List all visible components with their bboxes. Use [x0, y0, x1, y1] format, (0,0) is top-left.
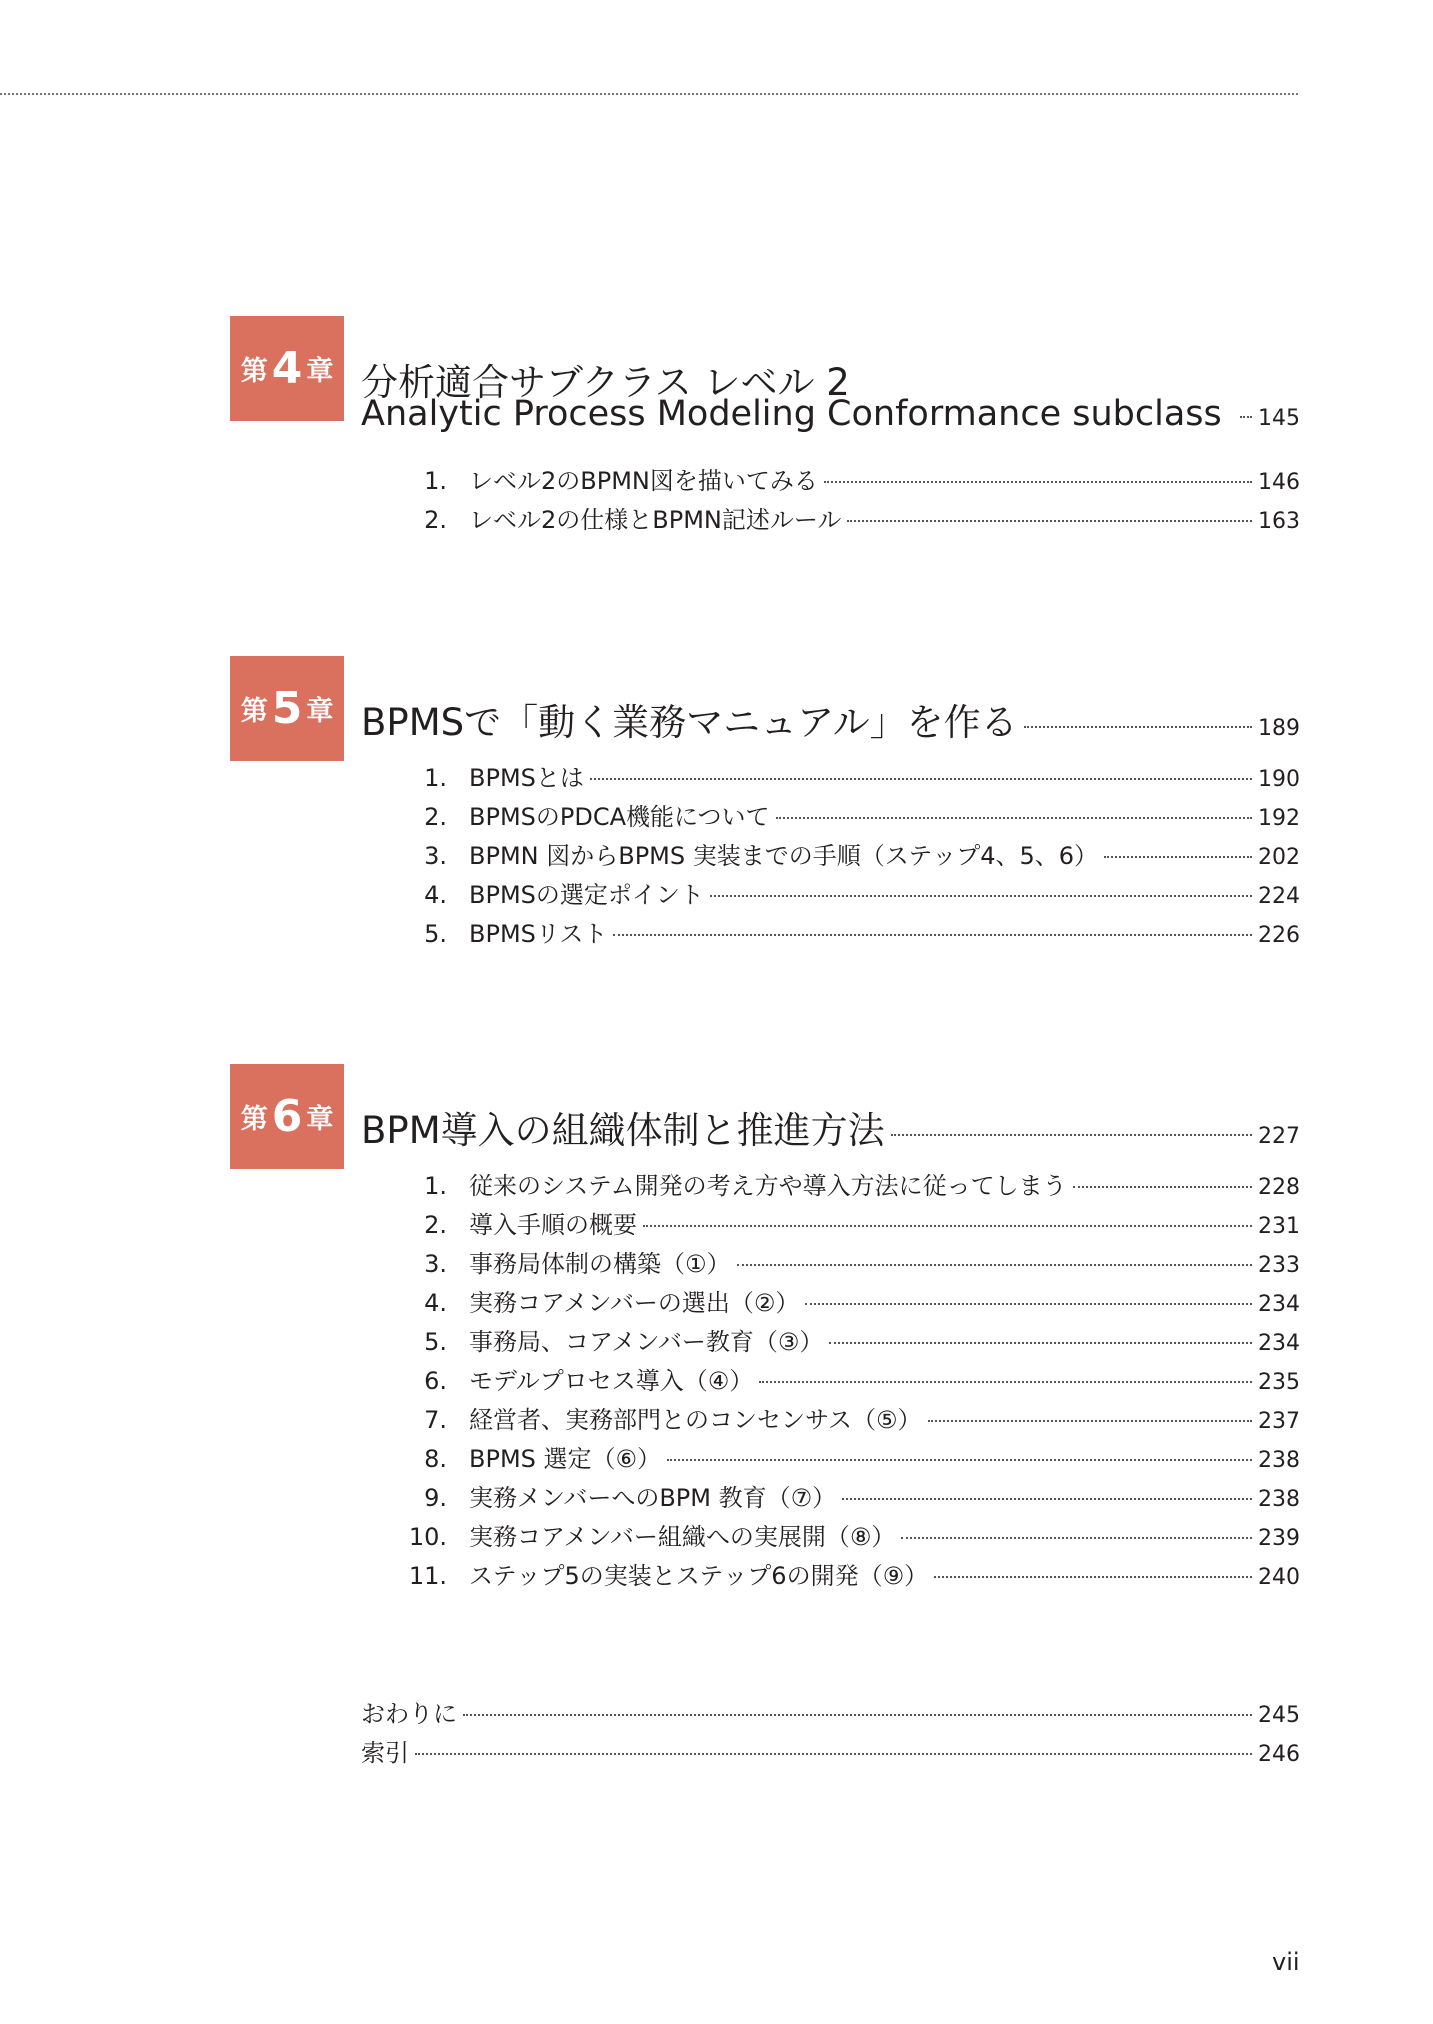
dot-leader — [829, 1342, 1252, 1344]
toc-entry[interactable] — [387, 500, 1300, 535]
dot-leader — [737, 1264, 1252, 1266]
toc-entry[interactable] — [387, 1166, 1300, 1201]
entry-label: 従来のシステム開発の考え方や導入方法に従ってしまう — [469, 1172, 1067, 1200]
page-number: 146 — [1258, 470, 1300, 495]
entry-index: 11. — [408, 1562, 447, 1590]
chapter-badge — [230, 656, 344, 761]
entry-label: 導入手順の概要 — [469, 1211, 637, 1239]
entry-index: 1. — [424, 764, 447, 792]
chapter-6 — [230, 1064, 1300, 1174]
page-number: 245 — [1258, 1703, 1300, 1728]
chapter-suffix: 章 — [306, 696, 334, 727]
entry-label: BPMSの選定ポイント — [469, 881, 704, 909]
toc-entry[interactable] — [387, 758, 1300, 793]
entry-label: BPMSリスト — [469, 920, 608, 948]
entry-label: レベル2のBPMN図を描いてみる — [469, 467, 818, 495]
entry-label: おわりに — [361, 1700, 457, 1728]
entry-label: 事務局、コアメンバー教育（③） — [469, 1328, 824, 1356]
dot-leader — [759, 1381, 1252, 1383]
page-number: 226 — [1258, 923, 1300, 948]
chapter-number: 4 — [271, 343, 303, 394]
chapter-number: 6 — [271, 1091, 303, 1142]
chapter-title-line[interactable] — [361, 692, 1300, 746]
dot-leader — [824, 481, 1252, 483]
chapter-title-line[interactable] — [361, 1100, 1300, 1154]
dot-leader — [934, 1576, 1252, 1578]
entry-index: 3. — [424, 1250, 447, 1278]
chapter-prefix: 第 — [240, 1104, 268, 1135]
entry-label: 事務局体制の構築（①） — [469, 1250, 731, 1278]
page-number: 163 — [1258, 509, 1300, 534]
entry-label: BPMSとは — [469, 764, 584, 792]
entry-label: ステップ5の実装とステップ6の開発（⑨） — [469, 1562, 929, 1590]
entry-label: 実務コアメンバー組織への実展開（⑧） — [469, 1523, 896, 1551]
page-number: 240 — [1258, 1565, 1300, 1590]
page-number: 202 — [1258, 845, 1300, 870]
entry-label: BPMN 図からBPMS 実装までの手順（ステップ4、5、6） — [469, 842, 1099, 870]
page-number: 246 — [1258, 1742, 1300, 1767]
entry-label: 経営者、実務部門とのコンセンサス（⑤） — [469, 1406, 922, 1434]
toc-entry-index[interactable] — [361, 1733, 1300, 1768]
chapter-title: 分析適合サブクラス レベル 2 — [361, 361, 850, 404]
page-number: 234 — [1258, 1331, 1300, 1356]
toc-entry-afterword[interactable] — [361, 1694, 1300, 1729]
toc-entry[interactable] — [387, 1322, 1300, 1357]
chapter-badge — [230, 1064, 344, 1169]
page-number: 234 — [1258, 1292, 1300, 1317]
entry-index: 1. — [424, 467, 447, 495]
dot-leader — [590, 778, 1252, 780]
page-number: 189 — [1258, 716, 1300, 741]
page-number: 238 — [1258, 1487, 1300, 1512]
dot-leader — [643, 1225, 1252, 1227]
entry-index: 4. — [424, 881, 447, 909]
dot-leader — [415, 1753, 1252, 1755]
chapter-prefix: 第 — [240, 356, 268, 387]
entry-index: 3. — [424, 842, 447, 870]
dot-leader — [1240, 416, 1252, 418]
dot-leader — [667, 1459, 1252, 1461]
toc-entry[interactable] — [387, 461, 1300, 496]
page-number: 233 — [1258, 1253, 1300, 1278]
entry-index: 7. — [424, 1406, 447, 1434]
chapter-title: BPMSで「動く業務マニュアル」を作る — [361, 701, 1018, 744]
toc-entry[interactable] — [387, 914, 1300, 949]
page-number: 238 — [1258, 1448, 1300, 1473]
chapter-suffix: 章 — [306, 1104, 334, 1135]
chapter-suffix: 章 — [306, 356, 334, 387]
entry-index: 2. — [424, 803, 447, 831]
entry-index: 1. — [424, 1172, 447, 1200]
page-number: 231 — [1258, 1214, 1300, 1239]
dot-leader — [776, 817, 1252, 819]
chapter-prefix: 第 — [240, 696, 268, 727]
entry-index: 5. — [424, 1328, 447, 1356]
dot-leader — [1073, 1186, 1252, 1188]
page-number: 190 — [1258, 767, 1300, 792]
toc-entry[interactable] — [387, 875, 1300, 910]
toc-entry[interactable] — [387, 1283, 1300, 1318]
entry-label: 実務メンバーへのBPM 教育（⑦） — [469, 1484, 837, 1512]
dot-leader — [1104, 856, 1252, 858]
entry-label: モデルプロセス導入（④） — [469, 1367, 754, 1395]
dot-leader — [842, 1498, 1252, 1500]
entry-label: 索引 — [361, 1739, 409, 1767]
chapter-subtitle: Analytic Process Modeling Conformance subclass — [361, 394, 1222, 434]
toc-entry[interactable] — [387, 1361, 1300, 1396]
dot-leader — [613, 934, 1252, 936]
page-number: 239 — [1258, 1526, 1300, 1551]
chapter-title: BPM導入の組織体制と推進方法 — [361, 1109, 885, 1152]
entry-index: 2. — [424, 1211, 447, 1239]
dot-leader — [710, 895, 1252, 897]
entry-label: BPMS 選定（⑥） — [469, 1445, 662, 1473]
toc-entry[interactable] — [387, 1439, 1300, 1474]
dot-leader — [463, 1714, 1252, 1716]
page-number: 235 — [1258, 1370, 1300, 1395]
page-number: 224 — [1258, 884, 1300, 909]
toc-entry[interactable] — [387, 1478, 1300, 1513]
entry-label: BPMSのPDCA機能について — [469, 803, 770, 831]
dot-leader — [901, 1537, 1252, 1539]
page-number: 237 — [1258, 1409, 1300, 1434]
dot-leader — [891, 1134, 1252, 1136]
folio-page-number: vii — [1272, 1948, 1300, 1976]
page-number: 145 — [1258, 406, 1300, 431]
entry-index: 5. — [424, 920, 447, 948]
chapter-subtitle-line[interactable] — [361, 394, 1300, 434]
toc-entry[interactable] — [387, 1400, 1300, 1435]
toc-entry[interactable] — [387, 797, 1300, 832]
dot-leader — [928, 1420, 1252, 1422]
entry-label: 実務コアメンバーの選出（②） — [469, 1289, 800, 1317]
chapter-number: 5 — [271, 683, 303, 734]
entry-index: 4. — [424, 1289, 447, 1317]
page-number: 228 — [1258, 1175, 1300, 1200]
toc-entry[interactable] — [387, 1205, 1300, 1240]
entry-index: 10. — [408, 1523, 447, 1551]
chapter-badge — [230, 316, 344, 421]
dot-leader — [847, 520, 1252, 522]
toc-entry[interactable] — [387, 1517, 1300, 1552]
top-dotted-rule — [0, 93, 1298, 95]
entry-label: レベル2の仕様とBPMN記述ルール — [469, 506, 842, 534]
page-number: 227 — [1258, 1124, 1300, 1149]
dot-leader — [1024, 726, 1252, 728]
entry-index: 9. — [424, 1484, 447, 1512]
toc-entry[interactable] — [387, 1244, 1300, 1279]
toc-entry[interactable] — [387, 836, 1300, 871]
chapter-5 — [230, 656, 1300, 766]
page-number: 192 — [1258, 806, 1300, 831]
toc-entry[interactable] — [387, 1556, 1300, 1591]
entry-index: 2. — [424, 506, 447, 534]
entry-index: 8. — [424, 1445, 447, 1473]
entry-index: 6. — [424, 1367, 447, 1395]
dot-leader — [805, 1303, 1252, 1305]
